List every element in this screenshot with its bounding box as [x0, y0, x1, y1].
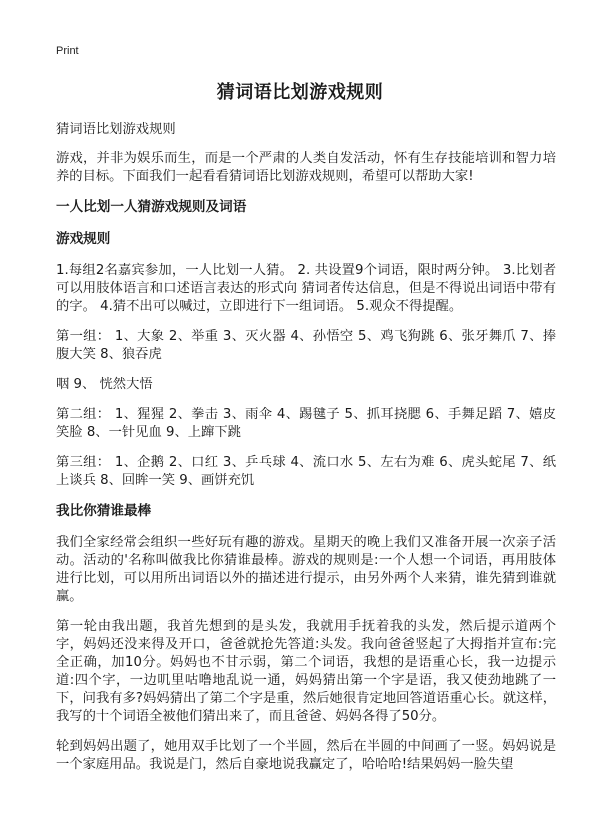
rules-paragraph: 1.每组2名嘉宾参加，一人比划一人猜。 2. 共设置9个词语，限时两分钟。 3.比划者可以用肢体语言和口述语言表达的形式向 猜词者传达信息，但是不得说出词语中带有的字。 4.猜不出可以喊过，立即进行下一组词语。 5.观众不得提醒。: [56, 263, 556, 314]
group-one-words: 第一组： 1、大象 2、举重 3、灭火器 4、孙悟空 5、鸡飞狗跳 6、张牙舞爪 7、捧腹大笑 8、狼吞虎: [56, 329, 556, 362]
group-one-words-continued: 咽 9、 恍然大悟: [56, 377, 153, 392]
article-title: 猜词语比划游戏规则: [216, 82, 384, 103]
story-paragraph-1: 我们全家经常会组织一些好玩有趣的游戏。星期天的晚上我们又准备开展一次亲子活动。活动的'名称叫做我比你猜谁最棒。游戏的规则是:一个人想一个词语，再用肢体进行比划，可以用所出词语以外的描述进行提示，由另外两个人来猜，谁先猜到谁就赢。: [56, 535, 556, 604]
article-subtitle: 猜词语比划游戏规则: [56, 122, 176, 137]
print-link[interactable]: Print: [56, 45, 79, 57]
article-body: [56, 121, 556, 786]
section-heading-rules-and-words: 一人比划一人猜游戏规则及词语: [56, 199, 247, 215]
subheading-game-rules: 游戏规则: [56, 231, 111, 247]
section-heading-who-is-best: 我比你猜谁最棒: [56, 503, 152, 519]
story-paragraph-2: 第一轮由我出题，我首先想到的是头发，我就用手抚着我的头发，然后提示道两个字，妈妈还没来得及开口，爸爸就抢先答道:头发。我向爸爸竖起了大拇指并宣布:完全正确，加10分。妈妈也不甘示弱，第二个词语，我想的是语重心长，我一边提示道:四个字，一边叽里咕噜地乱说一通，妈妈猜出第一个字是语，我又使劲地跳了一下，问我有多?妈妈猜出了第二个字是重，然后她很肯定地回答道语重心长。就这样，我写的十个词语全被他们猜出来了，而且爸爸、妈妈各得了50分。: [56, 619, 556, 724]
intro-paragraph: 游戏，并非为娱乐而生，而是一个严肃的人类自发活动，怀有生存技能培训和智力培养的目标。下面我们一起看看猜词语比划游戏规则，希望可以帮助大家!: [56, 151, 556, 184]
story-paragraph-3: 轮到妈妈出题了，她用双手比划了一个半圆，然后在半圆的中间画了一竖。妈妈说是一个家庭用品。我说是门，然后自豪地说我赢定了，哈哈哈!结果妈妈一脸失望: [56, 739, 556, 772]
group-three-words: 第三组： 1、企鹅 2、口红 3、乒乓球 4、流口水 5、左右为难 6、虎头蛇尾 7、纸上谈兵 8、回眸一笑 9、画饼充饥: [56, 455, 556, 488]
group-two-words: 第二组： 1、猩猩 2、拳击 3、雨伞 4、踢毽子 5、抓耳挠腮 6、手舞足蹈 7、嬉皮笑脸 8、一针见血 9、上蹿下跳: [56, 407, 556, 440]
